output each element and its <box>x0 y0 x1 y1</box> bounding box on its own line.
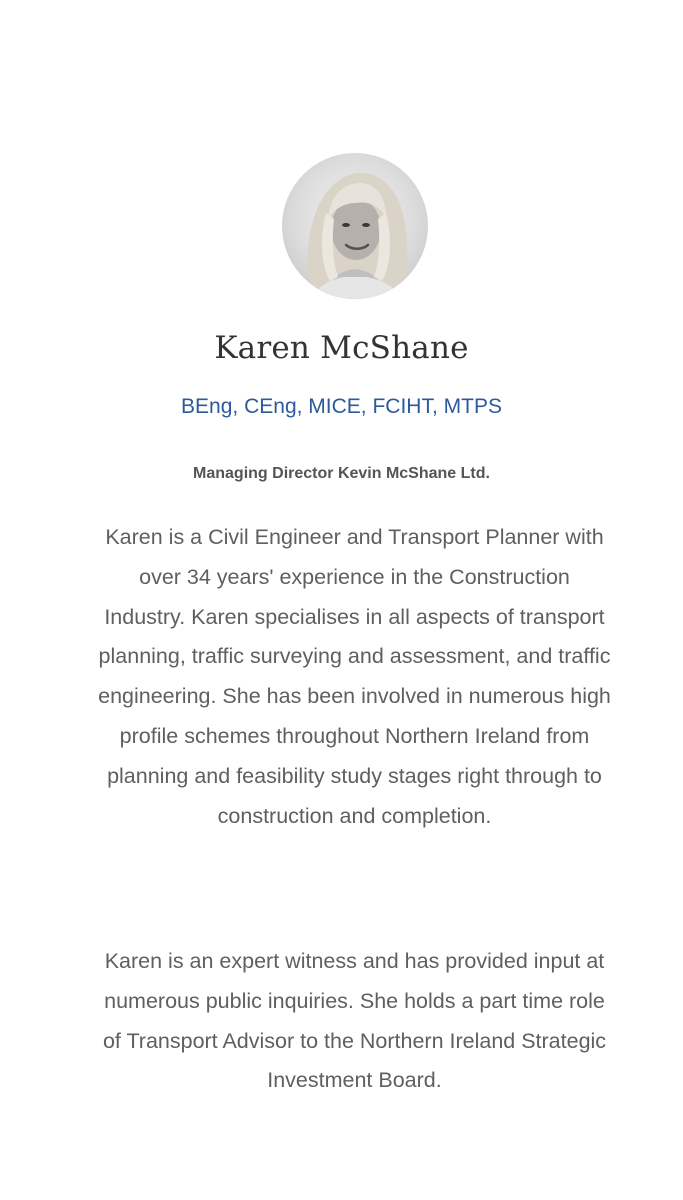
avatar-portrait-image <box>282 153 428 299</box>
avatar <box>282 153 428 299</box>
bio-paragraph: Karen is a Civil Engineer and Transport Planner with over 34 years' experience in the Construction Industry. Karen specialises in all aspects of transport planning, traffic surveying and assessment, and traffic engineering. She has been involved in numerous high profile schemes throughout Northern Ireland from planning and feasibility study stages right through to construction and completion. <box>98 525 611 828</box>
profile-credentials: BEng, CEng, MICE, FCIHT, MTPS <box>181 395 502 418</box>
profile-name: Karen McShane <box>214 330 469 366</box>
bio-paragraph: Karen is an expert witness and has provided input at numerous public inquiries. She holds a part time role of Transport Advisor to the Northern Ireland Strategic Investment Board. <box>102 949 607 1093</box>
profile-job-title: Managing Director Kevin McShane Ltd. <box>193 465 490 482</box>
